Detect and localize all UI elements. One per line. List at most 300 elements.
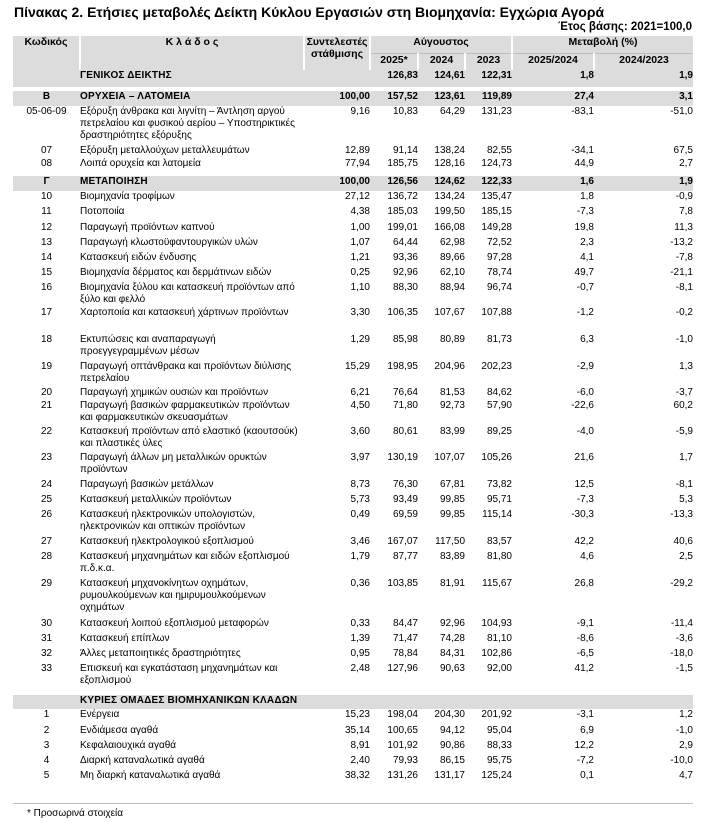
cell-august-2025: 87,77 [392,551,418,562]
cell-weight: 27,12 [344,191,370,202]
cell-weight: 12,89 [344,145,370,156]
cell-august-2023: 81,10 [486,633,512,644]
cell-sector-name: Διαρκή καταναλωτικά αγαθά [80,755,205,766]
cell-sector-name: Βιομηχανία ξύλου και κατασκευή προϊόντων από ξύλο και φελλό [80,282,295,305]
cell-code: 4 [43,755,50,766]
cell-sector-name: Παραγωγή προϊόντων καπνού [80,222,215,233]
cell-weight: 5,73 [350,494,370,505]
table-bottom-rule [13,803,693,804]
cell-august-2023: 72,52 [486,237,512,248]
table-row [13,479,693,494]
cell-august-2024: 124,61 [418,70,465,87]
cell-change-2025-2024: -34,1 [571,145,594,156]
cell-change-2025-2024: -9,1 [576,618,594,629]
cell-weight: 0,25 [350,267,370,278]
cell-change-2024-2023: 4,7 [679,770,693,781]
cell-august-2025: 126,56 [370,176,418,191]
table-body [13,70,693,785]
cell-sector-name: Κατασκευή μηχανοκίνητων οχημάτων, ρυμουλκούμενων και ημιρυμουλκούμενων οχημάτων [80,578,266,613]
cell-sector-name: Κεφαλαιουχικά αγαθά [80,740,177,751]
cell-change-2025-2024: 6,3 [580,334,594,345]
cell-change-2024-2023: -3,6 [675,633,693,644]
cell-change-2025-2024: 6,9 [580,725,594,736]
cell-code: Γ [13,176,80,191]
cell-august-2025: 198,95 [387,361,418,372]
cell-change-2024-2023: 40,6 [673,536,693,547]
cell-august-2023: 73,82 [486,479,512,490]
cell-change-2024-2023: 2,9 [679,740,693,751]
cell-change-2024-2023: 67,5 [673,145,693,156]
cell-code: 10 [40,191,53,202]
cell-august-2025: 88,30 [392,282,418,293]
table-row [13,509,693,536]
cell-sector-name: Μη διαρκή καταναλωτικά αγαθά [80,770,221,781]
cell-august-2025: 157,52 [370,91,418,106]
cell-sector-name: Εκτυπώσεις και αναπαραγωγή προεγγεγραμμένων μέσων [80,334,216,357]
cell-change-2024-2023: -1,0 [675,725,693,736]
cell-august-2024: 83,89 [439,551,465,562]
cell-august-2025: 78,84 [392,648,418,659]
cell-august-2024: 89,66 [439,252,465,263]
cell-change-2024-2023: 5,3 [679,494,693,505]
cell-sector-name: ΜΕΤΑΠΟΙΗΣΗ [80,176,304,191]
cell-change-2024-2023: -13,2 [670,237,693,248]
cell-august-2025: 76,64 [392,387,418,398]
cell-sector-name: Κατασκευή ειδών ένδυσης [80,252,197,263]
cell-weight: 1,21 [350,252,370,263]
table-row [13,494,693,509]
cell-code: 1 [43,709,50,720]
cell-weight: 15,23 [344,709,370,720]
cell-code: 27 [40,536,53,547]
table-row [13,267,693,282]
cell-code: 25 [40,494,53,505]
cell-change-2024-2023: -18,0 [670,648,693,659]
cell-august-2024: 204,96 [434,361,465,372]
cell-august-2024: 94,12 [439,725,465,736]
cell-august-2024: 86,15 [439,755,465,766]
cell-code: 14 [40,252,53,263]
cell-change-2025-2024: 49,7 [574,267,594,278]
cell-august-2023: 119,89 [465,91,512,106]
table-row [13,282,693,307]
cell-august-2023: 201,92 [481,709,512,720]
cell-august-2024: 90,86 [439,740,465,751]
section-row [13,70,693,87]
cell-august-2025: 76,30 [392,479,418,490]
cell-change-2025-2024: -6,5 [576,648,594,659]
cell-change-2024-2023: 1,2 [679,709,693,720]
cell-change-2025-2024: -4,0 [576,426,594,437]
cell-change-2025-2024: 0,1 [580,770,594,781]
cell-august-2025: 84,47 [392,618,418,629]
cell-change-2025-2024: 41,2 [574,663,594,674]
cell-weight: 8,91 [350,740,370,751]
cell-sector-name: Χαρτοποιία και κατασκευή χάρτινων προϊόντων [80,307,289,318]
cell-weight: 35,14 [344,725,370,736]
cell-weight [304,70,370,87]
cell-sector-name: Παραγωγή άλλων μη μεταλλικών ορυκτών προϊόντων [80,452,267,475]
cell-change-2024-2023: 1,9 [594,176,693,191]
cell-code: B [13,91,80,106]
cell-august-2025: 10,83 [392,106,418,117]
cell-august-2023: 83,57 [486,536,512,547]
cell-august-2024: 107,07 [434,452,465,463]
cell-change-2024-2023: -3,7 [675,387,693,398]
cell-august-2025: 199,01 [387,222,418,233]
table-row [13,755,693,770]
cell-august-2025: 79,93 [392,755,418,766]
cell-august-2025: 69,59 [392,509,418,520]
table-row [13,191,693,206]
table-row [13,426,693,452]
cell-sector-name: Παραγωγή χημικών ουσιών και προϊόντων [80,387,269,398]
cell-august-2025: 106,35 [387,307,418,318]
cell-weight: 77,94 [344,158,370,169]
header-change-2024-2023: 2024/2023 [594,54,693,71]
cell-weight: 0,95 [350,648,370,659]
cell-august-2024: 62,98 [439,237,465,248]
cell-change-2024-2023: 2,7 [679,158,693,169]
cell-sector-name: Παραγωγή οπτάνθρακα και προϊόντων διύλισης πετρελαίου [80,361,292,384]
cell-august-2024: 92,96 [439,618,465,629]
table-row [13,663,693,691]
table-row [13,725,693,740]
cell-code: 21 [40,400,53,411]
cell-code: 08 [40,158,53,169]
cell-weight: 1,10 [350,282,370,293]
cell-code: 22 [40,426,53,437]
cell-change-2024-2023: -5,9 [675,426,693,437]
cell-august-2023: 88,33 [486,740,512,751]
cell-august-2024: 166,08 [434,222,465,233]
cell-weight: 4,50 [350,400,370,411]
cell-change-2024-2023: 7,8 [679,206,693,217]
table-title: Πίνακας 2. Ετήσιες μεταβολές Δείκτη Κύκλου Εργασιών στη Βιομηχανία: Εγχώρια Αγορά [14,4,605,20]
cell-august-2024: 74,28 [439,633,465,644]
cell-weight: 2,40 [350,755,370,766]
cell-august-2023: 135,47 [481,191,512,202]
cell-change-2025-2024: 1,6 [512,176,594,191]
cell-change-2025-2024: 42,2 [574,536,594,547]
cell-august-2025: 71,47 [392,633,418,644]
header-august: Αύγουστος [370,36,512,54]
cell-weight: 1,79 [350,551,370,562]
cell-change-2025-2024: -8,6 [576,633,594,644]
cell-august-2023: 81,80 [486,551,512,562]
cell-august-2025: 130,19 [387,452,418,463]
cell-august-2023: 149,28 [481,222,512,233]
cell-august-2024: 90,63 [439,663,465,674]
table-row [13,551,693,578]
cell-sector-name: Κατασκευή ηλεκτρολογικού εξοπλισμού [80,536,254,547]
cell-change-2024-2023: -11,4 [670,618,693,629]
cell-august-2025: 127,96 [387,663,418,674]
cell-august-2025: 93,36 [392,252,418,263]
cell-august-2023: 124,73 [481,158,512,169]
cell-change-2024-2023: 1,7 [679,452,693,463]
section-row [13,176,693,191]
cell-august-2023: 185,15 [481,206,512,217]
cell-august-2024: 117,50 [435,536,465,547]
cell-august-2023: 89,25 [486,426,512,437]
cell-change-2025-2024: 21,6 [574,452,594,463]
cell-change-2025-2024: -0,7 [576,282,594,293]
cell-change-2024-2023: -13,3 [670,509,693,520]
turnover-index-table [13,36,693,785]
cell-weight: 9,16 [350,106,370,117]
cell-change-2024-2023: 11,3 [674,222,693,233]
cell-august-2025: 100,65 [387,725,418,736]
cell-change-2025-2024: 2,3 [580,237,594,248]
cell-sector-name: ΟΡΥΧΕΙΑ – ΛΑΤΟΜΕΙΑ [80,91,304,106]
cell-weight: 6,21 [350,387,370,398]
cell-august-2024: 88,94 [439,282,465,293]
cell-weight: 15,29 [344,361,370,372]
cell-august-2023: 115,67 [482,578,512,589]
cell-august-2024: 92,73 [439,400,465,411]
table-row [13,770,693,785]
cell-weight: 3,60 [350,426,370,437]
cell-august-2023: 122,33 [465,176,512,191]
table-row [13,633,693,648]
cell-august-2025: 101,92 [387,740,418,751]
cell-sector-name: Παραγωγή βασικών φαρμακευτικών προϊόντων και φαρμακευτικών σκευασμάτων [80,400,290,423]
cell-sector-name: Κατασκευή προϊόντων από ελαστικό (καουτσούκ) και πλαστικές ύλες [80,426,298,449]
cell-august-2024: 204,30 [434,709,465,720]
cell-august-2023: 131,23 [481,106,512,117]
cell-weight: 100,00 [304,91,370,106]
cell-change-2025-2024: -30,3 [571,509,594,520]
cell-code: 5 [43,770,50,781]
cell-august-2023: 105,26 [481,452,512,463]
header-year-2024: 2024 [418,54,465,71]
table-row [13,334,693,361]
cell-august-2025: 185,75 [387,158,418,169]
cell-august-2024: 62,10 [439,267,465,278]
table-row [13,307,693,334]
cell-code: 28 [40,551,53,562]
cell-sector-name: Ενδιάμεσα αγαθά [80,725,159,736]
cell-code [13,70,80,87]
cell-change-2025-2024: 19,8 [574,222,594,233]
header-year-2025: 2025* [370,54,418,71]
cell-sector-name: Ενέργεια [80,709,120,720]
cell-sector-name: Εξόρυξη μεταλλούχων μεταλλευμάτων [80,145,250,156]
cell-august-2025: 103,85 [387,578,418,589]
cell-sector-name: Άλλες μεταποιητικές δραστηριότητες [80,648,241,659]
cell-code: 12 [40,222,53,233]
base-year-note: Έτος βάσης: 2021=100,0 [558,21,692,33]
cell-august-2025: 198,04 [387,709,418,720]
cell-august-2024: 99,85 [439,509,465,520]
cell-sector-name: Κατασκευή μεταλλικών προϊόντων [80,494,232,505]
cell-august-2024: 67,81 [439,479,465,490]
cell-change-2025-2024: 44,9 [574,158,594,169]
cell-sector-name: Επισκευή και εγκατάσταση μηχανημάτων και εξοπλισμού [80,663,278,686]
cell-weight: 1,29 [350,334,370,345]
table-row [13,252,693,267]
table-row [13,387,693,400]
cell-code: 3 [43,740,50,751]
cell-code: 24 [40,479,53,490]
cell-august-2023: 125,24 [481,770,512,781]
cell-weight: 38,32 [344,770,370,781]
cell-august-2025: 126,83 [370,70,418,87]
header-year-2023: 2023 [465,54,512,71]
cell-august-2024: 83,99 [439,426,465,437]
table-row [13,158,693,172]
cell-sector-name: Εξόρυξη άνθρακα και λιγνίτη – Άντληση αργού πετρελαίου και φυσικού αερίου – Υποστηρικτικές δραστηριότητες εξόρυξης [80,106,295,141]
cell-code: 15 [40,267,53,278]
cell-change-2025-2024: -1,2 [576,307,594,318]
cell-sector-name: Βιομηχανία τροφίμων [80,191,175,202]
table-row [13,400,693,426]
cell-code: 16 [40,282,53,293]
cell-weight: 1,39 [350,633,370,644]
cell-code: 23 [40,452,53,463]
cell-august-2024: 81,91 [439,578,465,589]
cell-august-2024: 131,17 [434,770,465,781]
cell-weight: 3,30 [350,307,370,318]
cell-change-2025-2024: 1,8 [580,191,594,202]
cell-code: 13 [40,237,53,248]
cell-sector-name: ΓΕΝΙΚΟΣ ΔΕΙΚΤΗΣ [80,70,304,87]
cell-change-2024-2023: 1,9 [594,70,693,87]
cell-august-2023: 84,62 [486,387,512,398]
cell-change-2024-2023: -0,2 [675,307,693,318]
cell-change-2025-2024: -7,3 [576,494,594,505]
cell-august-2025: 92,96 [392,267,418,278]
cell-august-2025: 93,49 [392,494,418,505]
cell-august-2023: 78,74 [486,267,512,278]
cell-code: 29 [40,578,53,589]
cell-weight: 0,33 [350,618,370,629]
cell-august-2023: 95,71 [486,494,512,505]
table-row [13,618,693,633]
cell-august-2025: 85,98 [392,334,418,345]
cell-august-2025: 91,14 [392,145,418,156]
cell-weight: 3,97 [350,452,370,463]
cell-weight: 4,38 [350,206,370,217]
cell-change-2024-2023: -1,0 [675,334,693,345]
cell-august-2024: 128,16 [434,158,465,169]
table-row [13,361,693,387]
cell-august-2025: 131,26 [387,770,418,781]
header-change: Μεταβολή (%) [512,36,693,54]
cell-weight: 100,00 [304,176,370,191]
cell-sector-name: Παραγωγή κλωστοϋφαντουργικών υλών [80,237,258,248]
cell-change-2024-2023: -51,0 [670,106,693,117]
cell-change-2025-2024: -83,1 [571,106,594,117]
cell-change-2024-2023: -21,1 [670,267,693,278]
cell-change-2024-2023: -7,8 [675,252,693,263]
cell-august-2023: 82,55 [486,145,512,156]
cell-weight: 2,48 [350,663,370,674]
cell-change-2025-2024: -3,1 [576,709,594,720]
cell-august-2023: 57,90 [486,400,512,411]
header-weight: Συντελεστές στάθμισης [304,36,370,70]
cell-sector-name: Λοιπά ορυχεία και λατομεία [80,158,201,169]
section-row [13,91,693,106]
cell-august-2024: 80,89 [439,334,465,345]
footnote: * Προσωρινά στοιχεία [27,808,124,819]
header-sector: Κ λ ά δ ο ς [80,36,304,70]
cell-august-2023: 104,93 [481,618,512,629]
header-code: Κωδικός [13,36,80,70]
cell-august-2023: 107,88 [481,307,512,318]
cell-august-2023: 115,14 [482,509,512,520]
table-row [13,709,693,725]
cell-change-2025-2024: -7,3 [576,206,594,217]
cell-weight [304,695,370,709]
cell-change-2024-2023: 2,5 [679,551,693,562]
header-change-2025-2024: 2025/2024 [512,54,594,71]
cell-change-2025-2024 [512,695,594,709]
cell-change-2024-2023: -10,0 [670,755,693,766]
cell-august-2025: 64,44 [392,237,418,248]
cell-change-2024-2023 [594,695,693,709]
cell-august-2024: 64,29 [439,106,465,117]
cell-code: 31 [40,633,53,644]
cell-august-2023: 92,00 [486,663,512,674]
cell-sector-name: Βιομηχανία δέρματος και δερμάτινων ειδών [80,267,272,278]
cell-august-2023: 102,86 [481,648,512,659]
cell-august-2024 [418,695,465,709]
cell-change-2025-2024: 27,4 [512,91,594,106]
table-row [13,452,693,479]
table-row [13,222,693,237]
cell-weight: 1,00 [350,222,370,233]
cell-change-2025-2024: -22,6 [571,400,594,411]
cell-change-2024-2023: 1,3 [679,361,693,372]
cell-weight: 3,46 [350,536,370,547]
cell-august-2024: 81,53 [439,387,465,398]
cell-weight: 8,73 [350,479,370,490]
cell-change-2024-2023: -0,9 [675,191,693,202]
cell-august-2023: 122,31 [465,70,512,87]
cell-weight: 0,49 [350,509,370,520]
cell-code: 19 [40,361,53,372]
cell-august-2023: 97,28 [486,252,512,263]
cell-code: 26 [40,509,53,520]
cell-code: 05-06-09 [26,106,67,117]
cell-change-2025-2024: 26,8 [574,578,594,589]
cell-change-2024-2023: 60,2 [673,400,693,411]
cell-august-2023: 202,23 [481,361,512,372]
cell-change-2025-2024: 12,5 [574,479,594,490]
cell-august-2024: 123,61 [418,91,465,106]
cell-change-2025-2024: 1,8 [512,70,594,87]
cell-sector-name: Κατασκευή ηλεκτρονικών υπολογιστών, ηλεκτρονικών και οπτικών προϊόντων [80,509,256,532]
cell-code: 2 [43,725,50,736]
cell-august-2025 [370,695,418,709]
cell-change-2024-2023: -29,2 [670,578,693,589]
cell-august-2025: 136,72 [387,191,418,202]
cell-sector-name: Παραγωγή βασικών μετάλλων [80,479,214,490]
cell-code: 32 [40,648,53,659]
cell-august-2024: 84,31 [439,648,465,659]
cell-change-2024-2023: 3,1 [594,91,693,106]
cell-code: 20 [40,387,53,398]
cell-august-2024: 124,62 [418,176,465,191]
cell-change-2025-2024: -2,9 [576,361,594,372]
cell-august-2023: 81,73 [486,334,512,345]
cell-change-2024-2023: -1,5 [675,663,693,674]
table-row [13,106,693,145]
cell-sector-name: Κατασκευή μηχανημάτων και ειδών εξοπλισμού π.δ.κ.α. [80,551,290,574]
cell-change-2025-2024: 12,2 [574,740,594,751]
